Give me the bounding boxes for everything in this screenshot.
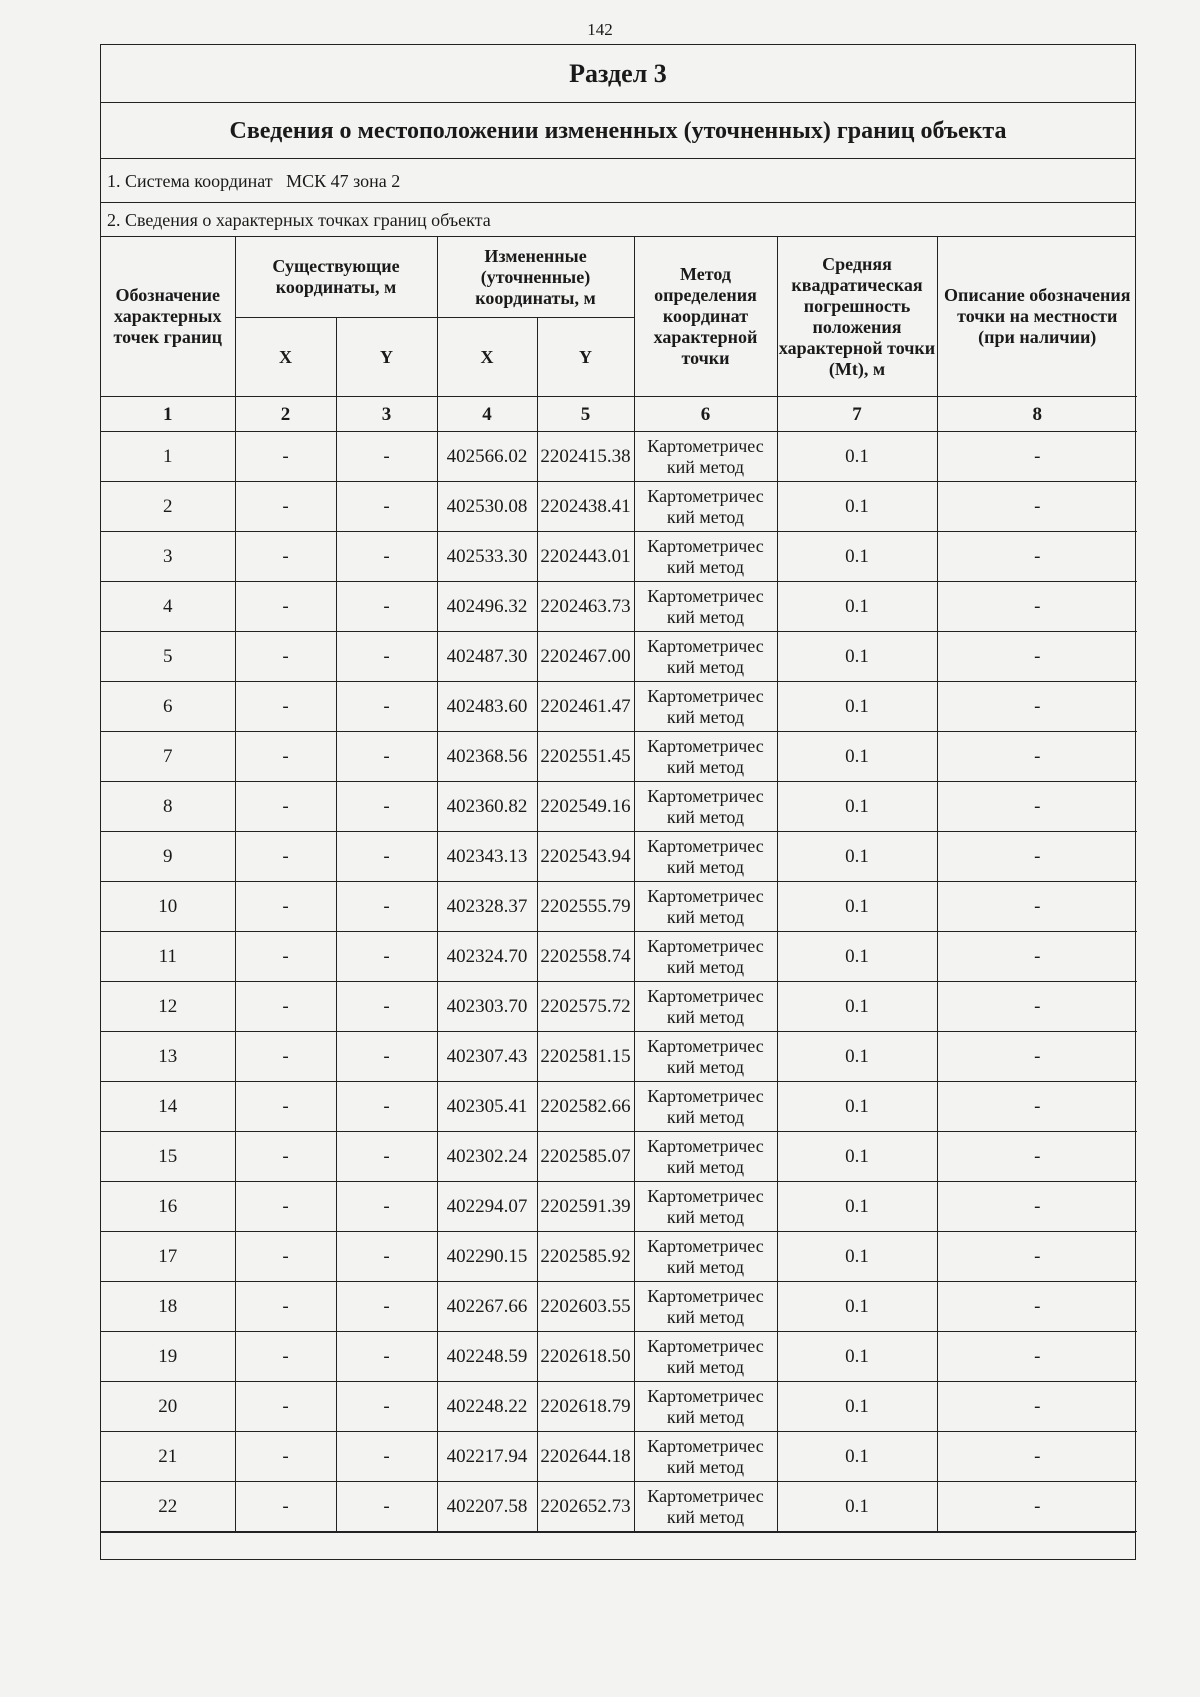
cell-description: - (937, 1032, 1137, 1082)
cell-existing-y: - (336, 582, 437, 632)
cell-accuracy: 0.1 (777, 882, 937, 932)
cell-existing-x: - (235, 832, 336, 882)
cell-changed-x: 402307.43 (437, 1032, 537, 1082)
cell-method: Картометричес кий метод (634, 482, 777, 532)
cell-changed-y: 2202438.41 (537, 482, 634, 532)
table-row (101, 982, 1137, 1032)
cell-accuracy: 0.1 (777, 1332, 937, 1382)
cell-point-number: 19 (101, 1332, 235, 1382)
cell-description: - (937, 1482, 1137, 1532)
cell-changed-y: 2202575.72 (537, 982, 634, 1032)
column-number: 3 (336, 397, 437, 432)
cell-existing-x: - (235, 682, 336, 732)
cell-existing-x: - (235, 1382, 336, 1432)
cell-existing-y: - (336, 682, 437, 732)
cell-method: Картометричес кий метод (634, 1282, 777, 1332)
cell-existing-x: - (235, 1232, 336, 1282)
cell-point-number: 13 (101, 1032, 235, 1082)
cell-existing-y: - (336, 1382, 437, 1432)
cell-method: Картометричес кий метод (634, 682, 777, 732)
cell-method: Картометричес кий метод (634, 1082, 777, 1132)
cell-point-number: 15 (101, 1132, 235, 1182)
section-frame (100, 44, 1136, 1560)
cell-accuracy: 0.1 (777, 432, 937, 482)
cell-existing-y: - (336, 1232, 437, 1282)
cell-changed-y: 2202463.73 (537, 582, 634, 632)
cell-point-number: 18 (101, 1282, 235, 1332)
cell-changed-y: 2202558.74 (537, 932, 634, 982)
cell-existing-y: - (336, 432, 437, 482)
cell-changed-x: 402217.94 (437, 1432, 537, 1482)
cell-description: - (937, 882, 1137, 932)
table-row (101, 832, 1137, 882)
cell-description: - (937, 782, 1137, 832)
page-number: 142 (587, 20, 613, 39)
table-row (101, 582, 1137, 632)
table-footer-empty-row (101, 1532, 1135, 1559)
section-subtitle: Сведения о местоположении измененных (уточненных) границ объекта (101, 103, 1135, 159)
cell-accuracy: 0.1 (777, 982, 937, 1032)
cell-point-number: 9 (101, 832, 235, 882)
cell-existing-x: - (235, 982, 336, 1032)
table-row (101, 1132, 1137, 1182)
cell-method: Картометричес кий метод (634, 932, 777, 982)
header-existing-x: X (235, 318, 336, 397)
cell-changed-x: 402530.08 (437, 482, 537, 532)
cell-description: - (937, 1182, 1137, 1232)
cell-existing-y: - (336, 832, 437, 882)
cell-changed-x: 402368.56 (437, 732, 537, 782)
cell-changed-x: 402302.24 (437, 1132, 537, 1182)
cell-description: - (937, 632, 1137, 682)
cell-changed-x: 402303.70 (437, 982, 537, 1032)
cell-changed-x: 402294.07 (437, 1182, 537, 1232)
cell-point-number: 10 (101, 882, 235, 932)
header-description: Описание обозначения точки на местности (при наличии) (937, 237, 1137, 397)
cell-description: - (937, 1282, 1137, 1332)
cell-description: - (937, 1332, 1137, 1382)
table-row (101, 1482, 1137, 1532)
cell-existing-y: - (336, 1182, 437, 1232)
cell-point-number: 2 (101, 482, 235, 532)
column-number: 1 (101, 397, 235, 432)
cell-changed-x: 402290.15 (437, 1232, 537, 1282)
cell-existing-x: - (235, 1332, 336, 1382)
cell-point-number: 22 (101, 1482, 235, 1532)
column-number: 4 (437, 397, 537, 432)
cell-point-number: 12 (101, 982, 235, 1032)
cell-changed-x: 402566.02 (437, 432, 537, 482)
cell-accuracy: 0.1 (777, 682, 937, 732)
cell-point-number: 8 (101, 782, 235, 832)
cell-changed-x: 402533.30 (437, 532, 537, 582)
cell-existing-x: - (235, 1182, 336, 1232)
cell-existing-y: - (336, 782, 437, 832)
cell-existing-x: - (235, 1082, 336, 1132)
cell-method: Картометричес кий метод (634, 532, 777, 582)
cell-existing-y: - (336, 982, 437, 1032)
cell-method: Картометричес кий метод (634, 882, 777, 932)
table-row (101, 782, 1137, 832)
header-accuracy: Средняя квадратическая погрешность положения характерной точки (Mt), м (777, 237, 937, 397)
cell-changed-y: 2202549.16 (537, 782, 634, 832)
cell-changed-x: 402487.30 (437, 632, 537, 682)
column-number: 2 (235, 397, 336, 432)
coordinate-system-line: 1. Система координат МСК 47 зона 2 (101, 159, 1135, 203)
cell-existing-y: - (336, 1132, 437, 1182)
cell-description: - (937, 732, 1137, 782)
cell-accuracy: 0.1 (777, 632, 937, 682)
cell-changed-x: 402343.13 (437, 832, 537, 882)
cell-existing-y: - (336, 1432, 437, 1482)
cell-changed-x: 402305.41 (437, 1082, 537, 1132)
cell-point-number: 16 (101, 1182, 235, 1232)
cell-existing-x: - (235, 1132, 336, 1182)
cell-method: Картометричес кий метод (634, 1382, 777, 1432)
cell-description: - (937, 982, 1137, 1032)
table-row (101, 1182, 1137, 1232)
table-row (101, 1432, 1137, 1482)
cell-accuracy: 0.1 (777, 1282, 937, 1332)
column-number: 8 (937, 397, 1137, 432)
cell-existing-x: - (235, 482, 336, 532)
cell-existing-x: - (235, 1282, 336, 1332)
cell-method: Картометричес кий метод (634, 1182, 777, 1232)
table-row (101, 532, 1137, 582)
cell-point-number: 4 (101, 582, 235, 632)
cell-accuracy: 0.1 (777, 832, 937, 882)
cell-method: Картометричес кий метод (634, 1332, 777, 1382)
cell-description: - (937, 682, 1137, 732)
cell-existing-y: - (336, 932, 437, 982)
table-row (101, 632, 1137, 682)
cell-point-number: 6 (101, 682, 235, 732)
cell-changed-y: 2202585.07 (537, 1132, 634, 1182)
cell-description: - (937, 432, 1137, 482)
cell-existing-x: - (235, 732, 336, 782)
header-changed-coordinates: Измененные (уточненные) координаты, м (437, 237, 634, 318)
cell-description: - (937, 482, 1137, 532)
cell-method: Картометричес кий метод (634, 782, 777, 832)
cell-existing-y: - (336, 1332, 437, 1382)
section-title: Раздел 3 (101, 45, 1135, 103)
cell-changed-y: 2202555.79 (537, 882, 634, 932)
column-numbers-row (101, 397, 1137, 432)
cell-changed-y: 2202551.45 (537, 732, 634, 782)
cell-changed-y: 2202415.38 (537, 432, 634, 482)
cell-point-number: 20 (101, 1382, 235, 1432)
cell-existing-y: - (336, 1082, 437, 1132)
cell-point-number: 3 (101, 532, 235, 582)
cell-changed-y: 2202581.15 (537, 1032, 634, 1082)
cell-existing-x: - (235, 632, 336, 682)
cell-changed-y: 2202543.94 (537, 832, 634, 882)
cell-changed-x: 402483.60 (437, 682, 537, 732)
table-row (101, 1332, 1137, 1382)
cell-existing-x: - (235, 582, 336, 632)
cell-description: - (937, 832, 1137, 882)
table-row (101, 432, 1137, 482)
cell-changed-y: 2202582.66 (537, 1082, 634, 1132)
cell-changed-x: 402267.66 (437, 1282, 537, 1332)
cell-changed-x: 402248.59 (437, 1332, 537, 1382)
cell-existing-y: - (336, 882, 437, 932)
cell-existing-y: - (336, 732, 437, 782)
header-changed-y: Y (537, 318, 634, 397)
table-row (101, 1032, 1137, 1082)
cell-accuracy: 0.1 (777, 1382, 937, 1432)
cell-method: Картометричес кий метод (634, 1232, 777, 1282)
cell-method: Картометричес кий метод (634, 732, 777, 782)
cell-existing-y: - (336, 632, 437, 682)
table-row (101, 482, 1137, 532)
header-changed-x: X (437, 318, 537, 397)
cell-accuracy: 0.1 (777, 732, 937, 782)
cell-method: Картометричес кий метод (634, 432, 777, 482)
cell-method: Картометричес кий метод (634, 1482, 777, 1532)
table-row (101, 1232, 1137, 1282)
points-heading: 2. Сведения о характерных точках границ объекта (101, 203, 1135, 237)
cell-accuracy: 0.1 (777, 532, 937, 582)
cell-changed-y: 2202461.47 (537, 682, 634, 732)
cell-existing-x: - (235, 1482, 336, 1532)
cell-point-number: 11 (101, 932, 235, 982)
cell-changed-y: 2202652.73 (537, 1482, 634, 1532)
cell-existing-y: - (336, 1282, 437, 1332)
cell-description: - (937, 582, 1137, 632)
cell-existing-x: - (235, 432, 336, 482)
cell-changed-y: 2202443.01 (537, 532, 634, 582)
boundary-points-table (101, 237, 1137, 1532)
cell-existing-x: - (235, 782, 336, 832)
cell-changed-y: 2202591.39 (537, 1182, 634, 1232)
cell-description: - (937, 1132, 1137, 1182)
cell-changed-x: 402324.70 (437, 932, 537, 982)
cell-accuracy: 0.1 (777, 932, 937, 982)
cell-changed-y: 2202644.18 (537, 1432, 634, 1482)
cell-existing-y: - (336, 482, 437, 532)
column-number: 7 (777, 397, 937, 432)
cell-point-number: 5 (101, 632, 235, 682)
cell-method: Картометричес кий метод (634, 582, 777, 632)
cell-accuracy: 0.1 (777, 1432, 937, 1482)
cell-changed-x: 402207.58 (437, 1482, 537, 1532)
cell-method: Картометричес кий метод (634, 982, 777, 1032)
header-point-designation: Обозначение характерных точек границ (101, 237, 235, 397)
table-row (101, 682, 1137, 732)
table-row (101, 1382, 1137, 1432)
cell-existing-y: - (336, 532, 437, 582)
cell-point-number: 7 (101, 732, 235, 782)
cell-description: - (937, 1232, 1137, 1282)
cell-changed-x: 402360.82 (437, 782, 537, 832)
cell-existing-x: - (235, 1432, 336, 1482)
cell-changed-y: 2202585.92 (537, 1232, 634, 1282)
column-number: 5 (537, 397, 634, 432)
cell-existing-y: - (336, 1482, 437, 1532)
cell-accuracy: 0.1 (777, 1082, 937, 1132)
cell-changed-x: 402328.37 (437, 882, 537, 932)
header-existing-y: Y (336, 318, 437, 397)
cell-accuracy: 0.1 (777, 782, 937, 832)
table-row (101, 932, 1137, 982)
table-row (101, 732, 1137, 782)
cell-changed-y: 2202603.55 (537, 1282, 634, 1332)
cell-accuracy: 0.1 (777, 482, 937, 532)
cell-method: Картометричес кий метод (634, 1132, 777, 1182)
table-body (101, 432, 1137, 1532)
cell-accuracy: 0.1 (777, 1132, 937, 1182)
cell-method: Картометричес кий метод (634, 1432, 777, 1482)
cell-method: Картометричес кий метод (634, 1032, 777, 1082)
cell-method: Картометричес кий метод (634, 832, 777, 882)
cell-accuracy: 0.1 (777, 1482, 937, 1532)
header-existing-coordinates: Существующие координаты, м (235, 237, 437, 318)
cell-existing-x: - (235, 532, 336, 582)
cell-point-number: 17 (101, 1232, 235, 1282)
cell-existing-x: - (235, 882, 336, 932)
cell-description: - (937, 1382, 1137, 1432)
cell-point-number: 1 (101, 432, 235, 482)
cell-existing-y: - (336, 1032, 437, 1082)
cell-accuracy: 0.1 (777, 1032, 937, 1082)
cell-changed-y: 2202618.79 (537, 1382, 634, 1432)
cell-existing-x: - (235, 1032, 336, 1082)
table-row (101, 1282, 1137, 1332)
cell-changed-y: 2202618.50 (537, 1332, 634, 1382)
cell-existing-x: - (235, 932, 336, 982)
header-method: Метод определения координат характерной точки (634, 237, 777, 397)
column-number: 6 (634, 397, 777, 432)
cell-accuracy: 0.1 (777, 1232, 937, 1282)
cell-description: - (937, 932, 1137, 982)
table-row (101, 1082, 1137, 1132)
cell-changed-y: 2202467.00 (537, 632, 634, 682)
cell-description: - (937, 1432, 1137, 1482)
cell-accuracy: 0.1 (777, 1182, 937, 1232)
cell-description: - (937, 1082, 1137, 1132)
cell-point-number: 21 (101, 1432, 235, 1482)
cell-method: Картометричес кий метод (634, 632, 777, 682)
cell-changed-x: 402496.32 (437, 582, 537, 632)
cell-description: - (937, 532, 1137, 582)
cell-accuracy: 0.1 (777, 582, 937, 632)
cell-changed-x: 402248.22 (437, 1382, 537, 1432)
table-row (101, 882, 1137, 932)
cell-point-number: 14 (101, 1082, 235, 1132)
